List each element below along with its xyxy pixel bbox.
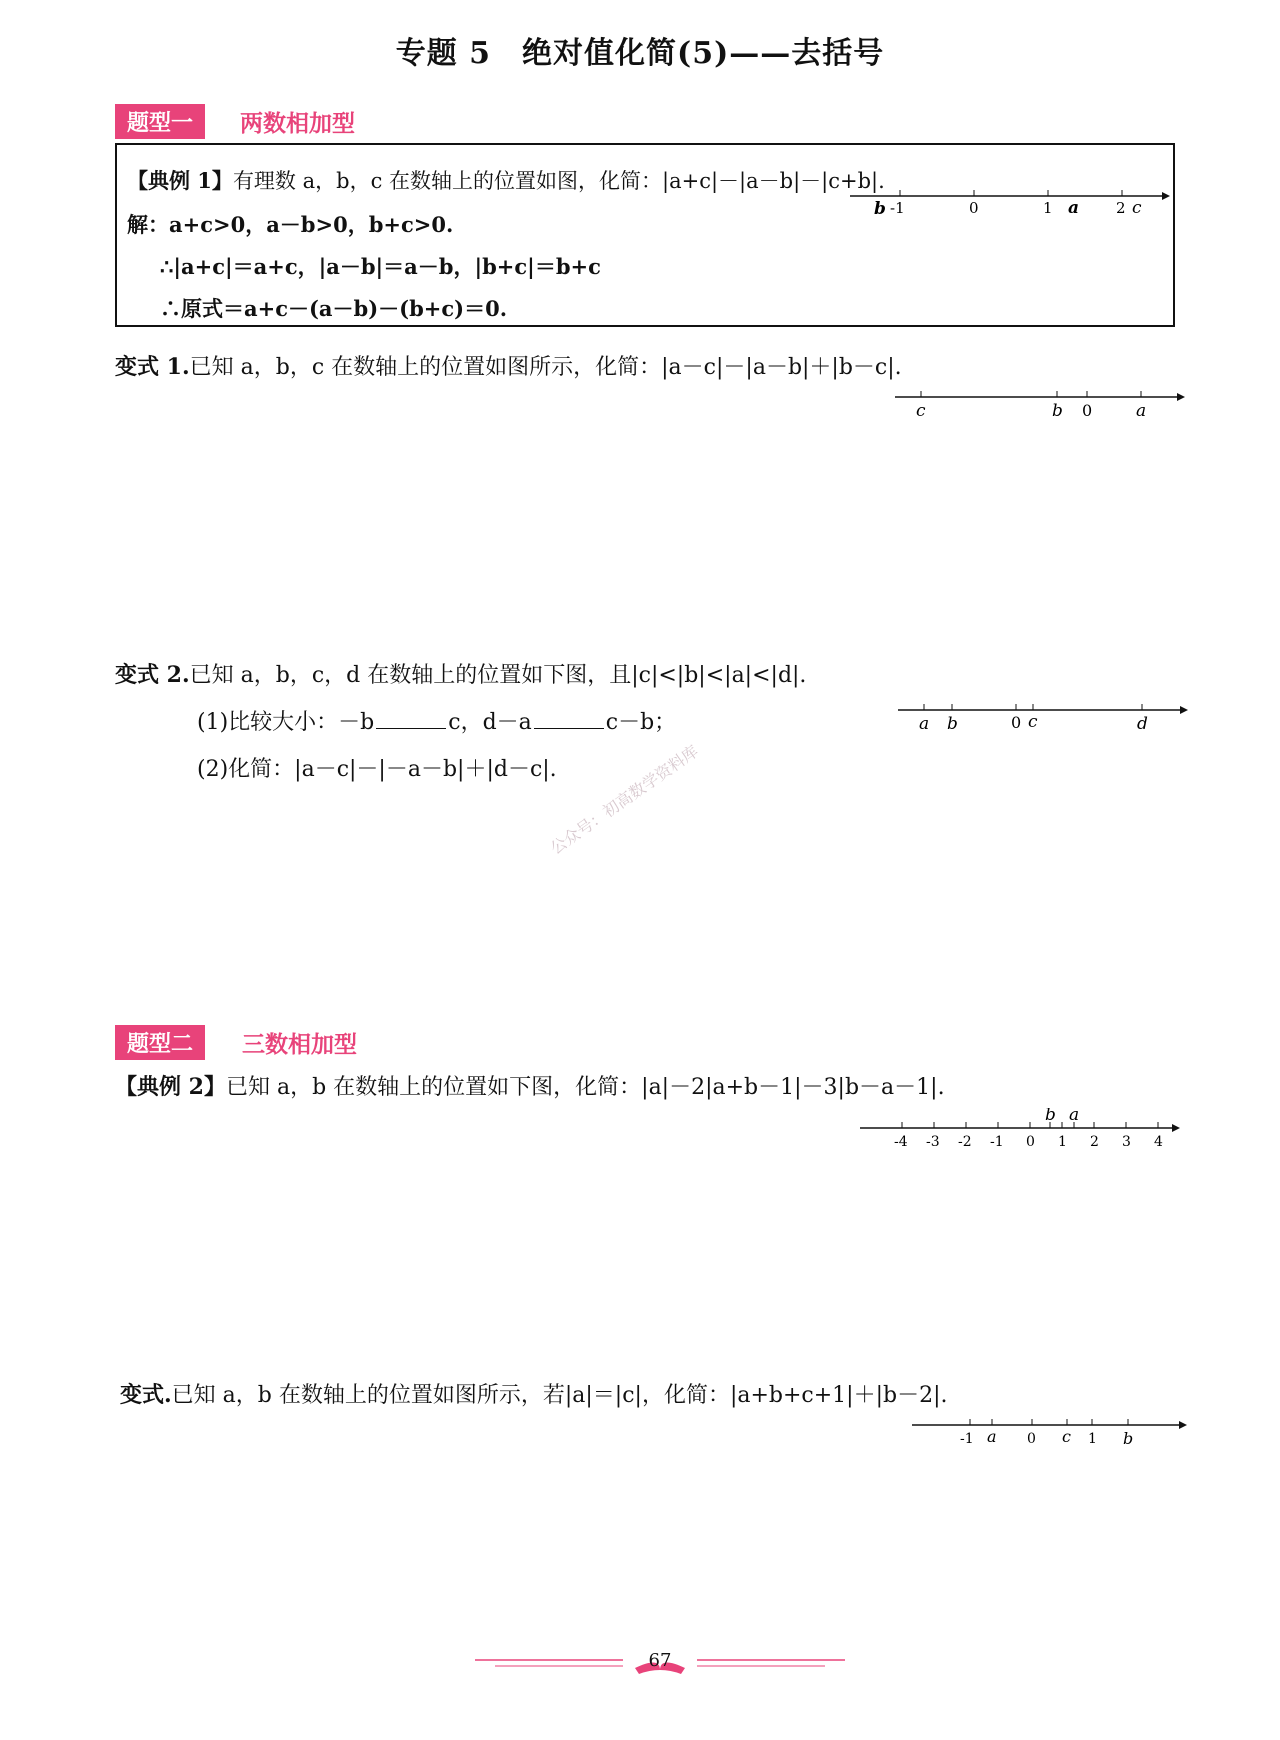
point-label: a xyxy=(1069,1108,1080,1125)
example-label: 【典例 1】 xyxy=(127,168,233,193)
axis-label: 0 xyxy=(969,199,979,217)
axis-label: c xyxy=(1028,712,1038,732)
section-name: 三数相加型 xyxy=(242,1032,357,1058)
solution-line-3: ∴原式＝a+c－(a－b)－(b+c)＝0. xyxy=(160,296,508,321)
example1-question xyxy=(127,165,885,195)
axis-label: c xyxy=(916,401,926,421)
example-label: 【典例 2】 xyxy=(115,1074,226,1100)
axis-label: 0 xyxy=(1027,1431,1036,1447)
number-line-ex1 xyxy=(850,180,1170,220)
example2 xyxy=(115,1070,945,1101)
variant-label: 变式 2. xyxy=(115,662,190,688)
part-text: c，d－a xyxy=(448,710,532,735)
axis-label: a xyxy=(987,1427,997,1446)
tick-label: 4 xyxy=(1154,1134,1163,1150)
variant-label: 变式 1. xyxy=(115,354,190,380)
part-text: c－b； xyxy=(605,710,677,735)
axis-label: c xyxy=(1062,1427,1071,1446)
variant-text: 已知 a，b，c，d 在数轴上的位置如下图，且|c|<|b|<|a|<|d|. xyxy=(189,663,807,688)
tick-label: -4 xyxy=(894,1134,908,1150)
tick-label: -2 xyxy=(958,1134,972,1150)
number-line-var1 xyxy=(895,385,1185,425)
axis-label: -1 xyxy=(960,1431,974,1447)
solution-line-2: ∴|a+c|＝a+c，|a－b|＝a－b，|b+c|＝b+c xyxy=(160,254,601,279)
axis-label: 1 xyxy=(1043,199,1053,217)
axis-label: a xyxy=(919,714,930,734)
variant2-part2: (2)化简：|a－c|－|－a－b|＋|d－c|. xyxy=(197,757,557,782)
answer-blank[interactable] xyxy=(534,710,604,729)
variant3 xyxy=(120,1378,948,1409)
variant-label: 变式. xyxy=(120,1382,172,1408)
number-line-var2 xyxy=(898,700,1188,740)
example-text: 已知 a，b 在数轴上的位置如下图，化简：|a|－2|a+b－1|－3|b－a－1|. xyxy=(225,1075,945,1100)
number-line-var3 xyxy=(912,1415,1187,1455)
variant2 xyxy=(115,658,806,689)
axis-label: -1 xyxy=(890,199,905,217)
example-text: 有理数 a，b，c 在数轴上的位置如图，化简：|a+c|－|a－b|－|c+b|. xyxy=(232,169,885,193)
axis-label: 0 xyxy=(1011,713,1022,732)
axis-label: b xyxy=(947,714,958,734)
axis-label: b xyxy=(1123,1429,1134,1448)
tick-label: 0 xyxy=(1026,1134,1035,1150)
tick-label: 2 xyxy=(1090,1134,1099,1150)
section-name: 两数相加型 xyxy=(240,111,355,137)
axis-label: a xyxy=(1068,198,1080,218)
axis-label: c xyxy=(1132,198,1142,218)
tick-label: 3 xyxy=(1122,1134,1131,1150)
variant1 xyxy=(115,350,902,381)
variant2-part1 xyxy=(197,705,676,736)
axis-label: 2 xyxy=(1116,199,1126,217)
number-line-ex2 xyxy=(860,1108,1180,1152)
page-number: 67 xyxy=(648,1650,672,1671)
tick-label: -1 xyxy=(990,1134,1004,1150)
part-text: (1)比较大小：－b xyxy=(197,710,375,735)
axis-label: 1 xyxy=(1088,1431,1097,1447)
tick-label: 1 xyxy=(1058,1134,1067,1150)
axis-label: a xyxy=(1136,401,1147,421)
axis-label: 0 xyxy=(1082,401,1093,420)
section-badge: 题型二 xyxy=(115,1025,205,1060)
axis-label: b xyxy=(1052,401,1063,421)
axis-label: b xyxy=(874,199,886,219)
point-label: b xyxy=(1045,1108,1056,1125)
page-title: 专题 5 绝对值化简(5)——去括号 xyxy=(395,36,885,71)
variant-text: 已知 a，b 在数轴上的位置如图所示，若|a|＝|c|，化简：|a+b+c+1|＋|b－2|. xyxy=(171,1383,948,1408)
axis-label: d xyxy=(1137,714,1148,734)
watermark: 公众号：初高数学资料库 xyxy=(546,741,702,859)
variant-text: 已知 a，b，c 在数轴上的位置如图所示，化简：|a－c|－|a－b|＋|b－c|. xyxy=(189,355,902,380)
section-badge: 题型一 xyxy=(115,104,205,139)
answer-blank[interactable] xyxy=(376,710,446,729)
solution-line-1: 解：a+c>0，a－b>0，b+c>0. xyxy=(127,212,454,237)
tick-label: -3 xyxy=(926,1134,940,1150)
